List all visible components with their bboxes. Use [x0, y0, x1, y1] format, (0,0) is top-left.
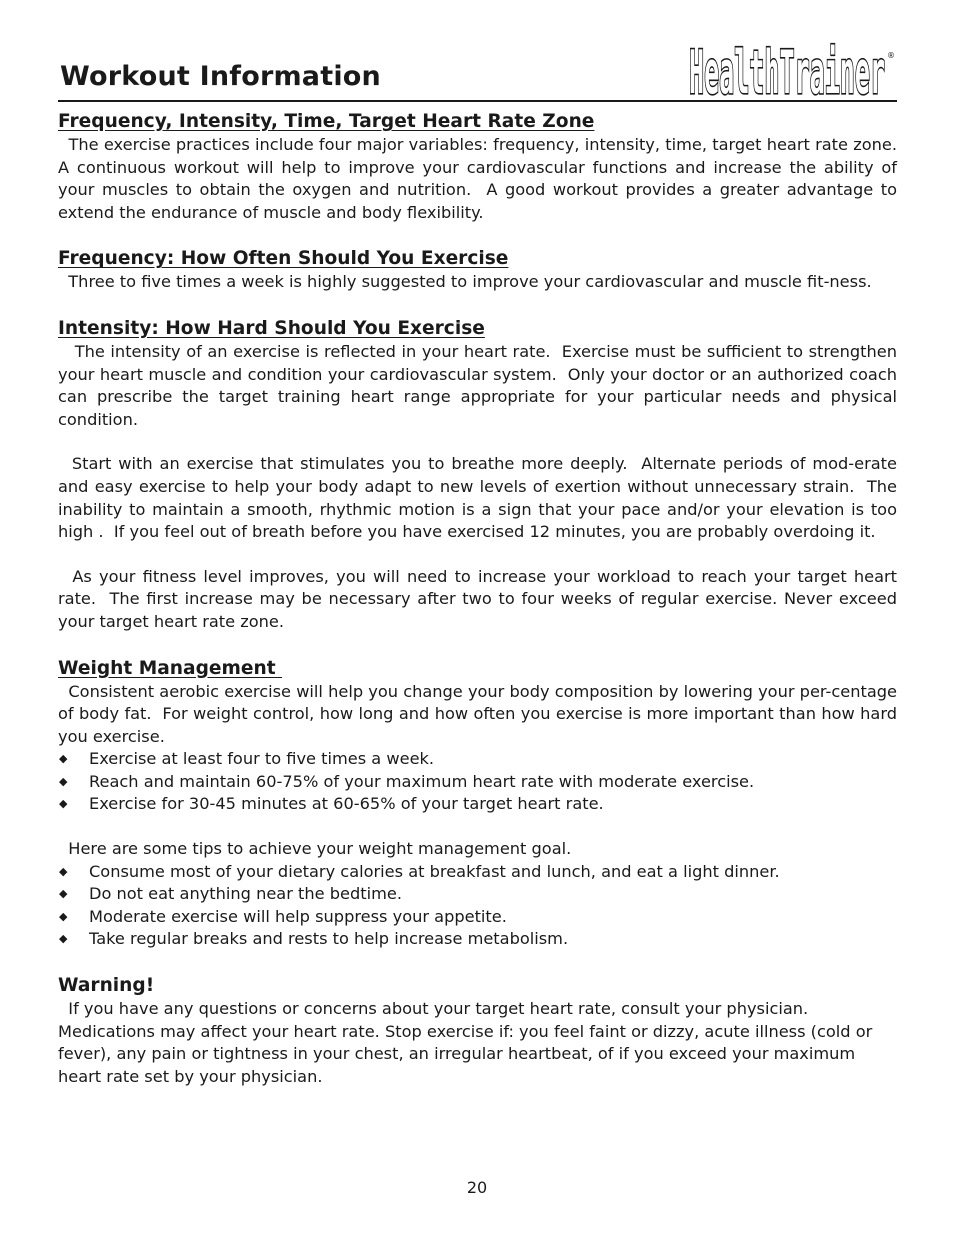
paragraph-frequency: Three to five times a week is highly suggested to improve your cardiovascular and muscle fit-ness. [58, 272, 872, 292]
paragraph-intensity-3: As your fitness level improves, you will need to increase your workload to reach your target heart rate. The first increase may be necessary after two to four weeks of regular exercise. Never exceed your target heart rate zone. [58, 566, 903, 631]
page-content [58, 110, 908, 1088]
paragraph-weight: Consistent aerobic exercise will help you change your body composition by lowering your per-centage of body fat. For weight control, how long and how often you exercise is more important than how hard you exercise. [58, 681, 903, 746]
diamond-bullet-icon: ◆ [59, 909, 68, 923]
diamond-bullet-icon: ◆ [59, 932, 68, 946]
heading-frequency: Frequency: How Often Should You Exercise [58, 248, 509, 270]
list-item: ◆ Take regular breaks and rests to help increase metabolism. [58, 928, 897, 951]
paragraph-intensity-2: Start with an exercise that stimulates you to breathe more deeply. Alternate periods of mod-erate and easy exercise to help your body adapt to new levels of exertion without unnecessary strain. The inability to maintain a smooth, rhythmic motion is a sign that your pace and/or your elevation is too high . If you feel out of breath before you have exercised 12 minutes, you are probably overdoing it. [58, 454, 903, 542]
page-header [58, 0, 897, 102]
paragraph-tips-intro: Here are some tips to achieve your weight management goal. [58, 839, 572, 859]
diamond-bullet-icon: ◆ [59, 797, 68, 811]
page-title: Workout Information [60, 61, 381, 92]
heading-weight-management: Weight Management [58, 657, 283, 679]
list-item: ◆ Do not eat anything near the bedtime. [58, 883, 897, 906]
heading-warning: Warning! [58, 975, 155, 997]
paragraph-fitt: The exercise practices include four major variables: frequency, intensity, time, target heart rate zone. A continuous workout will help to improve your cardiovascular functions and increase the ability of your muscles to obtain the oxygen and nutrition. A good workout provides a greater advantage to extend the endurance of muscle and body flexibility. [58, 135, 908, 222]
logo-registered-mark: ® [887, 51, 895, 60]
diamond-bullet-icon: ◆ [59, 887, 68, 901]
list-item: ◆ Reach and maintain 60-75% of your maximum heart rate with moderate exercise. [58, 771, 897, 794]
heading-intensity: Intensity: How Hard Should You Exercise [58, 317, 485, 339]
diamond-bullet-icon: ◆ [59, 864, 68, 878]
list-item: ◆ Consume most of your dietary calories at breakfast and lunch, and eat a light dinner. [58, 861, 897, 884]
weight-bullet-list-2 [58, 861, 897, 951]
diamond-bullet-icon: ◆ [59, 752, 68, 766]
list-item: ◆ Exercise at least four to five times a week. [58, 748, 897, 771]
heading-fitt: Frequency, Intensity, Time, Target Heart Rate Zone [58, 111, 595, 132]
weight-bullet-list-1 [58, 748, 897, 816]
list-item: ◆ Moderate exercise will help suppress your appetite. [58, 906, 897, 929]
list-item: ◆ Exercise for 30-45 minutes at 60-65% of your target heart rate. [58, 793, 897, 816]
logo-wordmark: HealthTrainer [689, 42, 885, 96]
paragraph-warning: If you have any questions or concerns about your target heart rate, consult your physician. Medications may affect your heart rate. Stop exercise if: you feel faint or dizzy, acute illness (cold or fever), any pain or tightness in your chest, an irregular heartbeat, of if you exceed your maximum heart rate set by your physician. [58, 999, 878, 1086]
diamond-bullet-icon: ◆ [59, 774, 68, 788]
page-number: 20 [466, 1178, 488, 1197]
paragraph-intensity-1: The intensity of an exercise is reflected in your heart rate. Exercise must be sufficient to strengthen your heart muscle and condition your cardiovascular system. Only your doctor or an authorized coach can prescribe the target training heart range appropriate for your particular needs and physical condition. [58, 341, 903, 429]
healthtrainer-logo [689, 42, 897, 96]
manual-page [58, 0, 908, 1088]
